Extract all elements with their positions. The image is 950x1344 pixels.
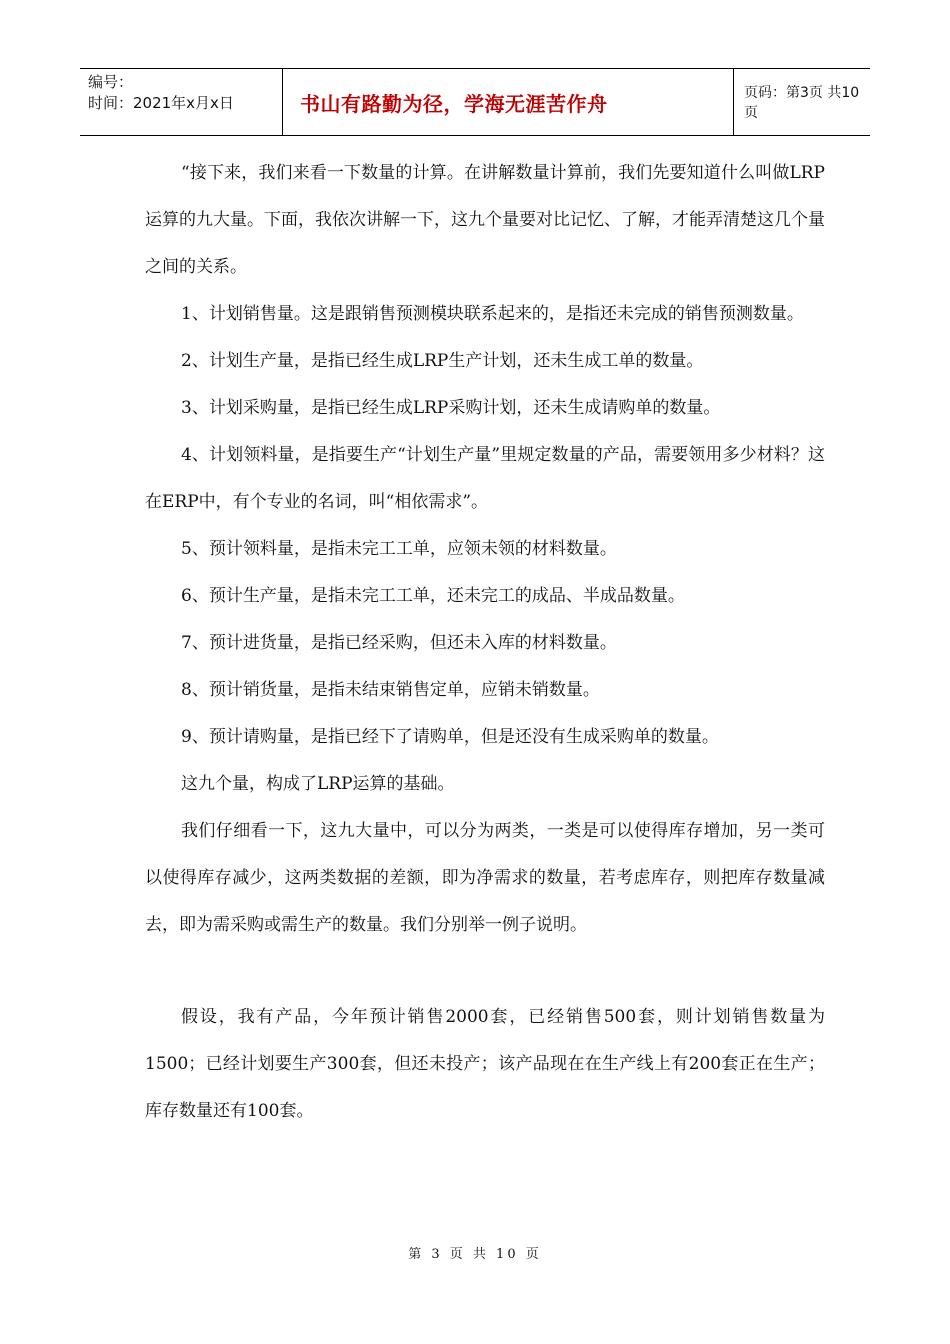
doc-number-label: 编号： (88, 73, 134, 91)
paragraph: 5、预计领料量，是指未完工工单，应领未领的材料数量。 (181, 539, 617, 559)
paragraph: 1、计划销售量。这是跟销售预测模块联系起来的，是指还未完成的销售预测数量。 (181, 304, 804, 324)
doc-date-label: 时间：2021年x月x日 (88, 94, 234, 112)
paragraph: “接下来，我们来看一下数量的计算。在讲解数量计算前，我们先要知道什么叫做LRP运算的九大量。下面，我依次讲解一下，这九个量要对比记忆、了解，才能弄清楚这几个量之间的关系。 (145, 163, 825, 277)
paragraph: 9、预计请购量，是指已经下了请购单，但是还没有生成采购单的数量。 (181, 727, 719, 747)
paragraph: 6、预计生产量，是指未完工工单，还未完工的成品、半成品数量。 (181, 586, 685, 606)
header-motto: 书山有路勤为径，学海无涯苦作舟 (282, 69, 734, 135)
paragraph: 8、预计销货量，是指未结束销售定单，应销未销数量。 (181, 680, 600, 700)
paragraph: 假设，我有产品，今年预计销售2000套，已经销售500套，则计划销售数量为1500；已经计划要生产300套，但还未投产；该产品现在在生产线上有200套正在生产；库存数量还有100套。 (145, 1007, 825, 1121)
header-page-info: 页码：第3页 共10页 (744, 85, 860, 121)
page-header (80, 68, 870, 136)
spacer (145, 949, 825, 994)
paragraph: 4、计划领料量，是指要生产“计划生产量”里规定数量的产品，需要领用多少材料？这在ERP中，有个专业的名词，叫“相依需求”。 (145, 445, 825, 512)
paragraph: 这九个量，构成了LRP运算的基础。 (181, 774, 455, 794)
document-body (145, 150, 825, 1135)
paragraph: 我们仔细看一下，这九大量中，可以分为两类，一类是可以使得库存增加，另一类可以使得库存减少，这两类数据的差额，即为净需求的数量，若考虑库存，则把库存数量减去，即为需采购或需生产的数量。我们分别举一例子说明。 (145, 821, 825, 935)
paragraph: 2、计划生产量，是指已经生成LRP生产计划，还未生成工单的数量。 (181, 351, 704, 371)
paragraph: 3、计划采购量，是指已经生成LRP采购计划，还未生成请购单的数量。 (181, 398, 721, 418)
header-meta (80, 69, 282, 135)
paragraph: 7、预计进货量，是指已经采购，但还未入库的材料数量。 (181, 633, 617, 653)
page-footer: 第 3 页 共 10 页 (408, 1247, 542, 1262)
